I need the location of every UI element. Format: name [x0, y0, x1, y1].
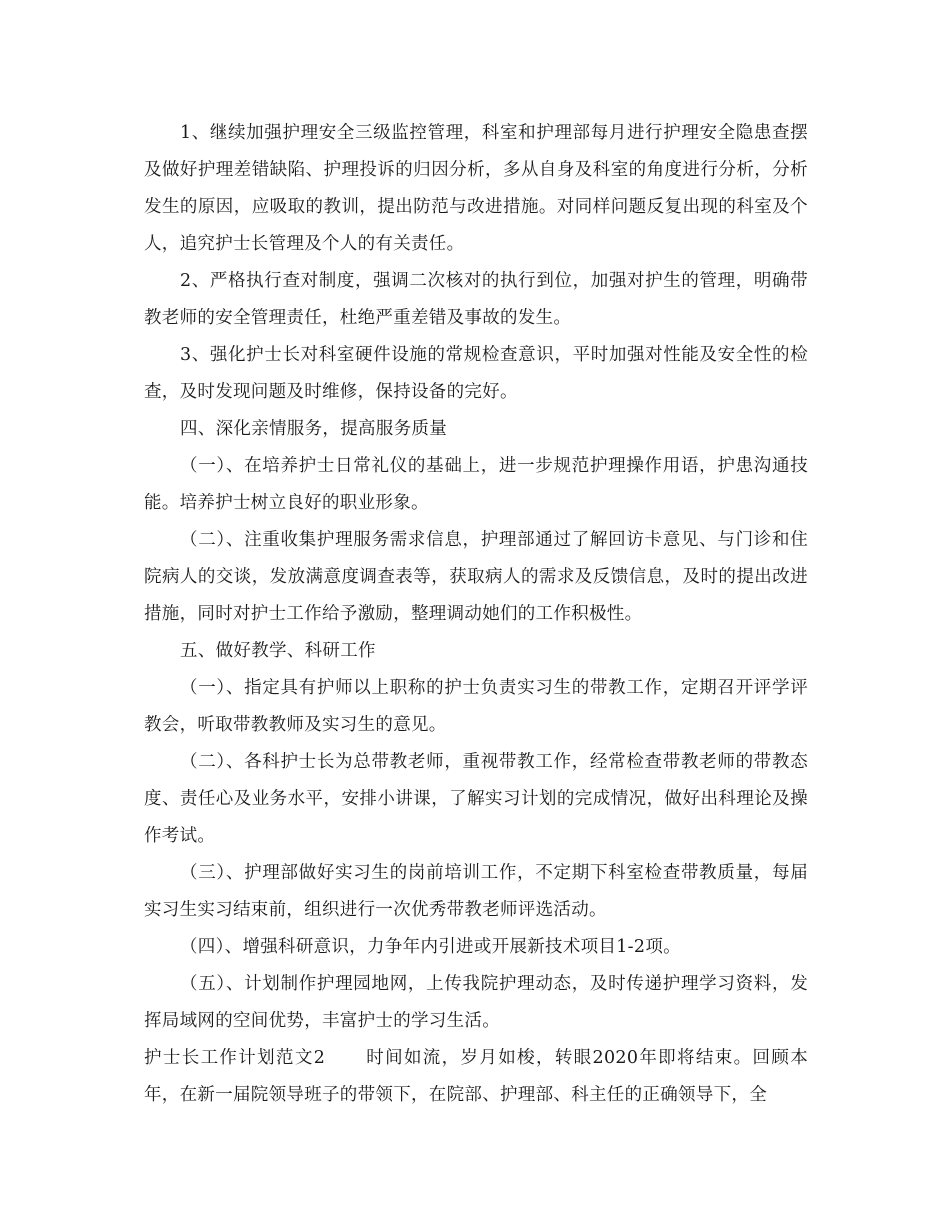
section-heading-4: 四、深化亲情服务，提高服务质量 — [180, 419, 447, 439]
paragraph-8: （一）、指定具有护师以上职称的护士负责实习生的带教工作，定期召开评学评教会，听取带教教师及实习生的意见。 — [144, 678, 808, 735]
document-body — [144, 115, 808, 1114]
paragraph-9: （二）、各科护士长为总带教老师，重视带教工作，经常检查带教老师的带教态度、责任心及业务水平，安排小讲课，了解实习计划的完成情况，做好出科理论及操作考试。 — [144, 752, 808, 846]
paragraph-6: （二）、注重收集护理服务需求信息，护理部通过了解回访卡意见、与门诊和住院病人的交谈，发放满意度调查表等，获取病人的需求及反馈信息，及时的提出改进措施，同时对护士工作给予激励，整理调动她们的工作积极性。 — [144, 530, 808, 624]
section-heading-5: 五、做好教学、科研工作 — [180, 641, 376, 661]
paragraph-11: （四）、增强科研意识，力争年内引进或开展新技术项目1-2项。 — [180, 937, 681, 957]
paragraph-5: （一）、在培养护士日常礼仪的基础上，进一步规范护理操作用语，护患沟通技能。培养护士树立良好的职业形象。 — [144, 456, 808, 513]
paragraph-2: 2、严格执行查对制度，强调二次核对的执行到位，加强对护生的管理，明确带教老师的安全管理责任，杜绝严重差错及事故的发生。 — [144, 271, 808, 328]
paragraph-1: 1、继续加强护理安全三级监控管理，科室和护理部每月进行护理安全隐患查摆及做好护理差错缺陷、护理投诉的归因分析，多从自身及科室的角度进行分析，分析发生的原因，应吸取的教训，提出防范与改进措施。对同样问题反复出现的科室及个人，追究护士长管理及个人的有关责任。 — [144, 123, 808, 254]
next-article-heading: 护士长工作计划范文2 — [144, 1048, 326, 1068]
paragraph-10: （三）、护理部做好实习生的岗前培训工作，不定期下科室检查带教质量，每届实习生实习结束前，组织进行一次优秀带教老师评选活动。 — [144, 863, 808, 920]
paragraph-12: （五）、计划制作护理园地网，上传我院护理动态，及时传递护理学习资料，发挥局域网的空间优势，丰富护士的学习生活。 — [144, 974, 808, 1031]
paragraph-3: 3、强化护士长对科室硬件设施的常规检查意识，平时加强对性能及安全性的检查，及时发现问题及时维修，保持设备的完好。 — [144, 345, 808, 402]
next-article-text: 时间如流，岁月如梭，转眼2020年即将结束。回顾本年，在新一届院领导班子的带领下，在院部、护理部、科主任的正确领导下，全 — [144, 1048, 808, 1105]
tail-paragraph — [144, 1040, 808, 1114]
